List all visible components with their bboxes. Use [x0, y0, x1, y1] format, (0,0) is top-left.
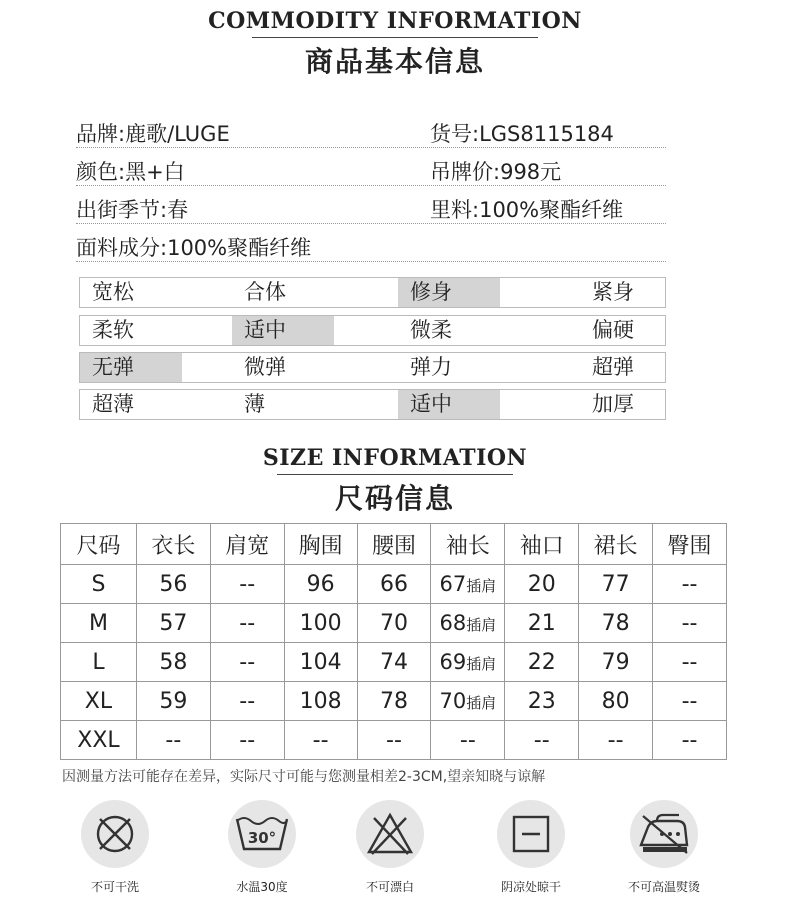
info-row: [76, 110, 666, 148]
attribute-option: 微弹: [244, 355, 286, 379]
info-brand: 品牌:鹿歌/LUGE: [76, 122, 230, 146]
care-item: [202, 800, 322, 895]
info-row: [76, 224, 666, 262]
care-label: 阴凉处晾干: [500, 880, 561, 894]
attribute-option: 加厚: [592, 392, 634, 416]
attribute-option: 微柔: [410, 318, 452, 342]
table-cell: S: [61, 565, 137, 604]
table-cell: 66: [357, 565, 431, 604]
no-bleach-icon: [356, 800, 424, 868]
table-cell: 59: [136, 682, 210, 721]
table-cell: --: [210, 565, 284, 604]
attribute-option-selected: 适中: [398, 390, 500, 419]
care-label: 不可漂白: [365, 880, 414, 894]
attribute-row: [79, 352, 666, 383]
table-header-row: [61, 524, 727, 565]
table-cell: XL: [61, 682, 137, 721]
column-header: 袖口: [505, 524, 579, 565]
no-high-iron-icon: [630, 800, 698, 868]
attribute-option: 偏硬: [592, 318, 634, 342]
size-title-cn: 尺码信息: [334, 482, 455, 515]
commodity-title-en: COMMODITY INFORMATION: [208, 8, 582, 34]
heading-divider: [252, 37, 538, 38]
care-item: [471, 800, 591, 895]
care-label: 不可干洗: [90, 880, 139, 894]
column-header: 尺码: [61, 524, 137, 565]
column-header: 肩宽: [210, 524, 284, 565]
size-title-en: SIZE INFORMATION: [262, 445, 528, 471]
table-cell: 77: [579, 565, 653, 604]
table-cell: --: [284, 721, 357, 760]
attribute-row: [79, 389, 666, 420]
table-cell: 69插肩: [431, 643, 505, 682]
attribute-option: 柔软: [92, 318, 134, 342]
column-header: 裙长: [579, 524, 653, 565]
info-fabric: 面料成分:100%聚酯纤维: [76, 236, 312, 260]
table-row: [61, 721, 727, 760]
column-header: 胸围: [284, 524, 357, 565]
table-cell: --: [431, 721, 505, 760]
info-row: [76, 148, 666, 186]
table-cell: 57: [136, 604, 210, 643]
table-cell: 70插肩: [431, 682, 505, 721]
attribute-option: 弹力: [410, 355, 452, 379]
attribute-option-selected: 修身: [398, 278, 500, 307]
table-cell: --: [210, 721, 284, 760]
table-cell: --: [210, 604, 284, 643]
table-cell: 68插肩: [431, 604, 505, 643]
table-cell: 79: [579, 643, 653, 682]
table-cell: --: [136, 721, 210, 760]
no-wash-icon: [81, 800, 149, 868]
table-cell: 100: [284, 604, 357, 643]
column-header: 袖长: [431, 524, 505, 565]
shade-dry-icon: [497, 800, 565, 868]
column-header: 腰围: [357, 524, 431, 565]
table-cell: 78: [579, 604, 653, 643]
table-cell: --: [653, 604, 727, 643]
attribute-row: [79, 315, 666, 346]
table-cell: 70: [357, 604, 431, 643]
table-row: [61, 565, 727, 604]
attribute-row: [79, 277, 666, 308]
table-cell: 74: [357, 643, 431, 682]
table-cell: 104: [284, 643, 357, 682]
size-table: [60, 523, 727, 760]
attribute-option: 超弹: [592, 355, 634, 379]
table-cell: --: [653, 682, 727, 721]
care-label: 不可高温熨烫: [627, 880, 700, 894]
care-item: [55, 800, 175, 895]
care-item: [604, 800, 724, 895]
info-tag-price: 吊牌价:998元: [430, 160, 562, 184]
commodity-title-cn: 商品基本信息: [304, 45, 485, 78]
info-season: 出街季节:春: [76, 198, 189, 222]
table-cell: --: [653, 643, 727, 682]
table-cell: 23: [505, 682, 579, 721]
table-cell: --: [653, 565, 727, 604]
table-cell: 108: [284, 682, 357, 721]
table-cell: --: [653, 721, 727, 760]
table-cell: 80: [579, 682, 653, 721]
info-color: 颜色:黑+白: [76, 160, 185, 184]
measurement-note: 因测量方法可能存在差异，实际尺寸可能与您测量相差2-3CM,望亲知晓与谅解: [62, 769, 546, 785]
attribute-option-selected: 适中: [232, 316, 334, 345]
table-cell: --: [505, 721, 579, 760]
table-cell: M: [61, 604, 137, 643]
heading-divider: [277, 474, 513, 475]
attribute-option: 合体: [244, 280, 286, 304]
column-header: 衣长: [136, 524, 210, 565]
table-cell: 21: [505, 604, 579, 643]
attribute-option: 薄: [244, 392, 265, 416]
table-cell: L: [61, 643, 137, 682]
table-cell: 20: [505, 565, 579, 604]
info-row: [76, 186, 666, 224]
attribute-option: 超薄: [92, 392, 134, 416]
table-cell: 58: [136, 643, 210, 682]
wash-30-icon: [228, 800, 296, 868]
wash-temp-label: 30°: [247, 829, 277, 847]
table-cell: 96: [284, 565, 357, 604]
table-cell: --: [579, 721, 653, 760]
table-row: [61, 682, 727, 721]
info-item-no: 货号:LGS8115184: [430, 122, 614, 146]
table-cell: --: [210, 682, 284, 721]
table-cell: 56: [136, 565, 210, 604]
table-cell: --: [210, 643, 284, 682]
column-header: 臀围: [653, 524, 727, 565]
table-cell: XXL: [61, 721, 137, 760]
table-cell: 67插肩: [431, 565, 505, 604]
attribute-option: 紧身: [592, 280, 634, 304]
table-row: [61, 643, 727, 682]
attribute-option: 宽松: [92, 280, 134, 304]
attribute-option-selected: 无弹: [80, 353, 182, 382]
table-cell: --: [357, 721, 431, 760]
info-lining: 里料:100%聚酯纤维: [430, 198, 624, 222]
table-cell: 22: [505, 643, 579, 682]
table-row: [61, 604, 727, 643]
care-label: 水温30度: [236, 880, 288, 894]
table-cell: 78: [357, 682, 431, 721]
care-item: [330, 800, 450, 895]
